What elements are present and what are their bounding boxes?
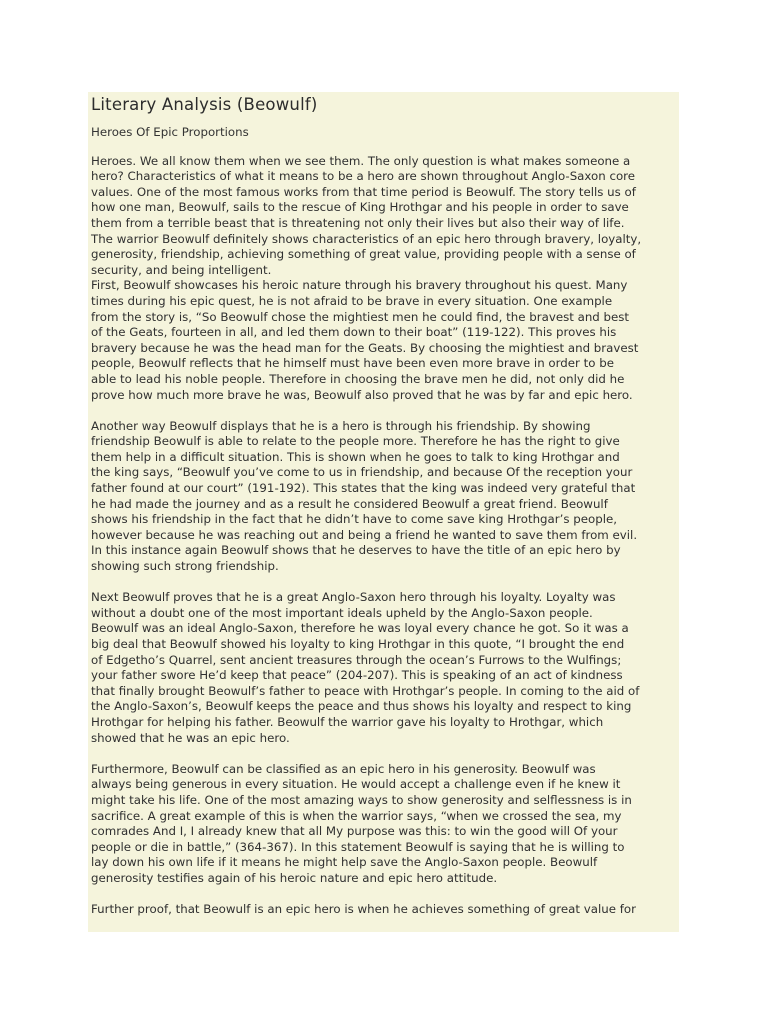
text-line: lay down his own life if it means he might help save the Anglo-Saxon people. Beowulf xyxy=(91,855,598,870)
text-line: might take his life. One of the most amazing ways to show generosity and selflessness is in xyxy=(91,792,632,807)
text-line: Further proof, that Beowulf is an epic hero is when he achieves something of great value for xyxy=(91,902,636,917)
text-line: friendship Beowulf is able to relate to the people more. Therefore he has the right to give xyxy=(91,434,620,449)
document-subtitle: Heroes Of Epic Proportions xyxy=(91,125,249,139)
text-line: of the Geats, fourteen in all, and led them down to their boat” (119-122). This proves his xyxy=(91,325,617,340)
paragraph-bravery xyxy=(88,278,679,403)
text-line: In this instance again Beowulf shows that he deserves to have the title of an epic hero by xyxy=(91,543,621,558)
text-line: First, Beowulf showcases his heroic nature through his bravery throughout his quest. Many xyxy=(91,278,628,293)
text-line: bravery because he was the head man for the Geats. By choosing the mightiest and bravest xyxy=(91,340,639,355)
text-line: Beowulf was an ideal Anglo-Saxon, therefore he was loyal every chance he got. So it was a xyxy=(91,621,629,636)
text-line: how one man, Beowulf, sails to the rescue of King Hrothgar and his people in order to save xyxy=(91,200,629,215)
text-line: your father swore He’d keep that peace” (204-207). This is speaking of an act of kindness xyxy=(91,668,623,683)
text-line: generosity testifies again of his heroic nature and epic hero attitude. xyxy=(91,870,498,885)
text-line: sacrifice. A great example of this is when the warrior says, “when we crossed the sea, my xyxy=(91,808,622,823)
text-line: values. One of the most famous works from that time period is Beowulf. The story tells us of xyxy=(91,184,636,199)
text-line: Heroes. We all know them when we see them. The only question is what makes someone a xyxy=(91,153,631,168)
text-line: comrades And I, I already knew that all My purpose was this: to win the good will Of your xyxy=(91,824,618,839)
text-line: people, Beowulf reflects that he himself must have been even more brave in order to be xyxy=(91,356,614,371)
text-line: Another way Beowulf displays that he is a hero is through his friendship. By showing xyxy=(91,418,591,433)
paragraph-loyalty xyxy=(88,590,679,746)
text-line: from the story is, “So Beowulf chose the mightiest men he could find, the bravest and best xyxy=(91,309,630,324)
paragraph-great-value xyxy=(88,902,679,918)
text-line: times during his epic quest, he is not afraid to be brave in every situation. One example xyxy=(91,293,613,308)
text-line: showed that he was an epic hero. xyxy=(91,730,290,745)
text-line: hero? Characteristics of what it means to be a hero are shown throughout Anglo-Saxon core xyxy=(91,169,636,184)
text-line: showing such strong friendship. xyxy=(91,559,279,574)
text-line: security, and being intelligent. xyxy=(91,262,272,277)
text-line: always being generous in every situation. He would accept a challenge even if he knew it xyxy=(91,777,621,792)
text-line: of Edgetho’s Quarrel, sent ancient treasures through the ocean’s Furrows to the Wulfings; xyxy=(91,652,622,667)
text-line: Hrothgar for helping his father. Beowulf the warrior gave his loyalty to Hrothgar, which xyxy=(91,714,604,729)
text-line: them from a terrible beast that is threatening not only their lives but also their way of life. xyxy=(91,215,625,230)
text-line: prove how much more brave he was, Beowulf also proved that he was by far and epic hero. xyxy=(91,387,633,402)
text-line: the Anglo-Saxon’s, Beowulf keeps the peace and thus shows his loyalty and respect to king xyxy=(91,699,632,714)
text-line: however because he was reaching out and being a friend he wanted to save them from evil. xyxy=(91,527,638,542)
paragraph-friendship xyxy=(88,419,679,575)
text-line: them help in a difficult situation. This is shown when he goes to talk to king Hrothgar and xyxy=(91,449,620,464)
text-line: The warrior Beowulf definitely shows characteristics of an epic hero through bravery, loyalty, xyxy=(91,231,642,246)
document-page xyxy=(88,92,679,932)
text-line: able to lead his noble people. Therefore in choosing the brave men he did, not only did he xyxy=(91,371,625,386)
text-line: father found at our court” (191-192). This states that the king was indeed very grateful that xyxy=(91,481,636,496)
text-line: generosity, friendship, achieving something of great value, providing people with a sense of xyxy=(91,247,636,262)
paragraph-intro xyxy=(88,154,679,279)
text-line: without a doubt one of the most important ideals upheld by the Anglo-Saxon people. xyxy=(91,605,593,620)
text-line: he had made the journey and as a result he considered Beowulf a great friend. Beowulf xyxy=(91,496,608,511)
text-line: Next Beowulf proves that he is a great Anglo-Saxon hero through his loyalty. Loyalty was xyxy=(91,590,616,605)
text-line: that finally brought Beowulf’s father to peace with Hrothgar’s people. In coming to the aid of xyxy=(91,683,640,698)
text-line: people or die in battle,” (364-367). In this statement Beowulf is saying that he is willing to xyxy=(91,839,625,854)
text-line: shows his friendship in the fact that he didn’t have to come save king Hrothgar’s people, xyxy=(91,512,617,527)
text-line: the king says, “Beowulf you’ve come to us in friendship, and because Of the reception your xyxy=(91,465,633,480)
paragraph-generosity xyxy=(88,762,679,887)
text-line: Furthermore, Beowulf can be classified as an epic hero in his generosity. Beowulf was xyxy=(91,761,596,776)
document-title: Literary Analysis (Beowulf) xyxy=(91,95,318,114)
text-line: big deal that Beowulf showed his loyalty to king Hrothgar in this quote, “I brought the end xyxy=(91,637,625,651)
